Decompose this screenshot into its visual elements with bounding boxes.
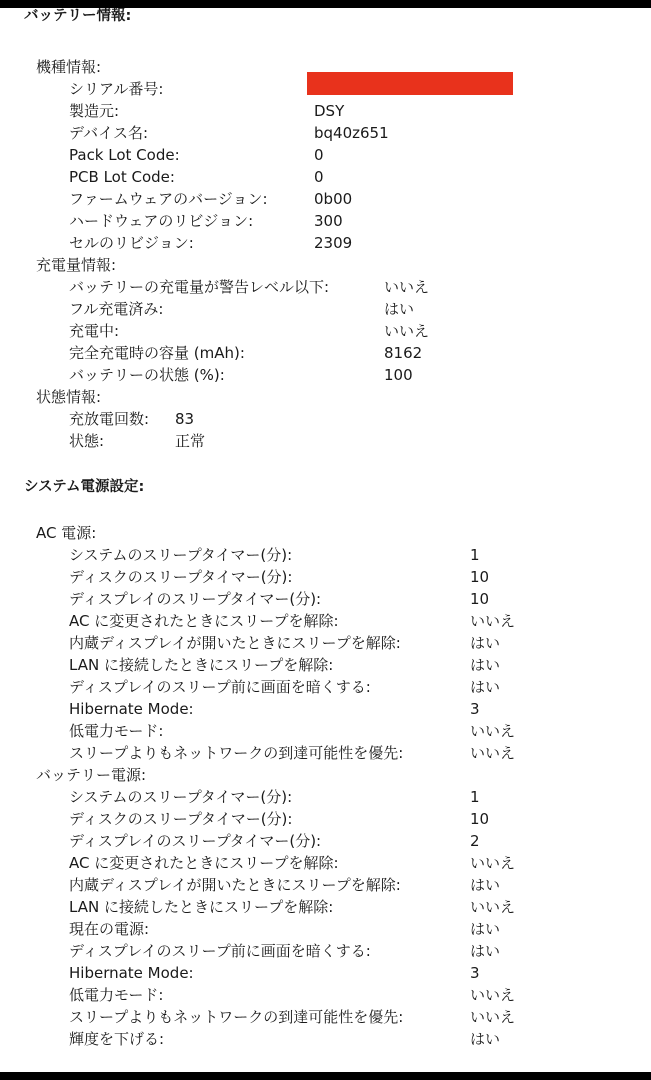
health-info-header: 状態情報:: [36, 388, 102, 406]
setting-label: 低電力モード:: [69, 722, 164, 740]
info-label: 充電中:: [69, 322, 120, 340]
setting-row: [0, 962, 651, 984]
info-row: [0, 122, 651, 144]
setting-value: いいえ: [470, 986, 516, 1004]
setting-row: [0, 610, 651, 632]
setting-label: 輝度を下げる:: [69, 1030, 165, 1048]
info-row: [0, 100, 651, 122]
info-row: [0, 342, 651, 364]
setting-value: 10: [470, 568, 490, 586]
info-value: 300: [314, 212, 343, 230]
setting-label: ディスプレイのスリープタイマー(分):: [69, 590, 322, 608]
setting-value: 2: [470, 832, 480, 850]
info-label: 充放電回数:: [69, 410, 150, 428]
setting-label: LAN に接続したときにスリープを解除:: [69, 656, 334, 674]
info-row: [0, 188, 651, 210]
info-row: [0, 364, 651, 386]
setting-row: [0, 544, 651, 566]
info-row: [0, 430, 651, 452]
setting-label: Hibernate Mode:: [69, 964, 194, 982]
setting-row: [0, 1028, 651, 1050]
setting-value: はい: [470, 942, 501, 960]
info-value: bq40z651: [314, 124, 389, 142]
model-info-header: 機種情報:: [36, 58, 102, 76]
setting-label: 現在の電源:: [69, 920, 150, 938]
setting-row: [0, 632, 651, 654]
setting-label: システムのスリープタイマー(分):: [69, 788, 293, 806]
setting-label: ディスクのスリープタイマー(分):: [69, 568, 293, 586]
setting-row: [0, 654, 651, 676]
setting-label: AC に変更されたときにスリープを解除:: [69, 854, 339, 872]
setting-row: [0, 720, 651, 742]
info-value: いいえ: [384, 322, 430, 340]
setting-label: 内蔵ディスプレイが開いたときにスリープを解除:: [69, 876, 401, 894]
setting-row: [0, 830, 651, 852]
info-value: DSY: [314, 102, 345, 120]
setting-label: スリープよりもネットワークの到達可能性を優先:: [69, 1008, 404, 1026]
info-label: デバイス名:: [69, 124, 149, 142]
battery-power-header: バッテリー電源:: [36, 766, 147, 784]
setting-row: [0, 940, 651, 962]
info-value: 100: [384, 366, 413, 384]
info-row: [0, 298, 651, 320]
setting-row: [0, 984, 651, 1006]
info-label: バッテリーの充電量が警告レベル以下:: [69, 278, 330, 296]
setting-value: いいえ: [470, 898, 516, 916]
setting-value: いいえ: [470, 612, 516, 630]
info-value: いいえ: [384, 278, 430, 296]
system-info-panel: [0, 8, 651, 1072]
setting-row: [0, 918, 651, 940]
setting-row: [0, 742, 651, 764]
setting-label: 内蔵ディスプレイが開いたときにスリープを解除:: [69, 634, 401, 652]
setting-row: [0, 874, 651, 896]
charge-info-header: 充電量情報:: [36, 256, 117, 274]
info-label: フル充電済み:: [69, 300, 164, 318]
setting-value: 1: [470, 546, 480, 564]
setting-row: [0, 786, 651, 808]
info-value: 83: [175, 410, 195, 428]
setting-label: 低電力モード:: [69, 986, 164, 1004]
setting-row: [0, 896, 651, 918]
info-label: Pack Lot Code:: [69, 146, 180, 164]
setting-value: いいえ: [470, 1008, 516, 1026]
setting-value: はい: [470, 678, 501, 696]
info-label: ハードウェアのリビジョン:: [69, 212, 254, 230]
setting-value: はい: [470, 634, 501, 652]
info-row: [0, 276, 651, 298]
setting-value: はい: [470, 1030, 501, 1048]
info-value: 正常: [175, 432, 206, 450]
power-settings-title: システム電源設定:: [24, 479, 145, 495]
setting-label: ディスプレイのスリープ前に画面を暗くする:: [69, 942, 371, 960]
setting-value: 3: [470, 700, 480, 718]
info-value: 0: [314, 146, 324, 164]
info-label: 完全充電時の容量 (mAh):: [69, 344, 245, 362]
serial-redaction-bar: [307, 72, 513, 95]
info-label: ファームウェアのバージョン:: [69, 190, 268, 208]
setting-value: いいえ: [470, 854, 516, 872]
setting-value: 1: [470, 788, 480, 806]
info-label: 製造元:: [69, 102, 120, 120]
info-value: 8162: [384, 344, 423, 362]
setting-label: スリープよりもネットワークの到達可能性を優先:: [69, 744, 404, 762]
setting-label: LAN に接続したときにスリープを解除:: [69, 898, 334, 916]
setting-row: [0, 698, 651, 720]
serial-number-label: シリアル番号:: [69, 80, 164, 98]
setting-value: はい: [470, 876, 501, 894]
setting-row: [0, 808, 651, 830]
setting-value: 10: [470, 590, 490, 608]
setting-label: システムのスリープタイマー(分):: [69, 546, 293, 564]
setting-row: [0, 566, 651, 588]
setting-row: [0, 676, 651, 698]
battery-info-title: バッテリー情報:: [24, 8, 132, 24]
info-label: セルのリビジョン:: [69, 234, 194, 252]
info-label: PCB Lot Code:: [69, 168, 175, 186]
info-row: [0, 232, 651, 254]
setting-value: いいえ: [470, 744, 516, 762]
setting-row: [0, 852, 651, 874]
setting-label: ディスプレイのスリープ前に画面を暗くする:: [69, 678, 371, 696]
setting-value: いいえ: [470, 722, 516, 740]
info-value: 0: [314, 168, 324, 186]
info-label: 状態:: [69, 432, 105, 450]
setting-row: [0, 588, 651, 610]
info-label: バッテリーの状態 (%):: [69, 366, 225, 384]
ac-power-header: AC 電源:: [36, 524, 97, 542]
setting-value: はい: [470, 656, 501, 674]
info-value: 2309: [314, 234, 353, 252]
info-row: [0, 320, 651, 342]
setting-label: Hibernate Mode:: [69, 700, 194, 718]
info-row: [0, 408, 651, 430]
setting-value: はい: [470, 920, 501, 938]
setting-value: 10: [470, 810, 490, 828]
info-value: 0b00: [314, 190, 353, 208]
setting-label: ディスクのスリープタイマー(分):: [69, 810, 293, 828]
setting-row: [0, 1006, 651, 1028]
info-row: [0, 210, 651, 232]
info-value: はい: [384, 300, 415, 318]
setting-value: 3: [470, 964, 480, 982]
setting-label: AC に変更されたときにスリープを解除:: [69, 612, 339, 630]
info-row: [0, 144, 651, 166]
info-row: [0, 166, 651, 188]
setting-label: ディスプレイのスリープタイマー(分):: [69, 832, 322, 850]
